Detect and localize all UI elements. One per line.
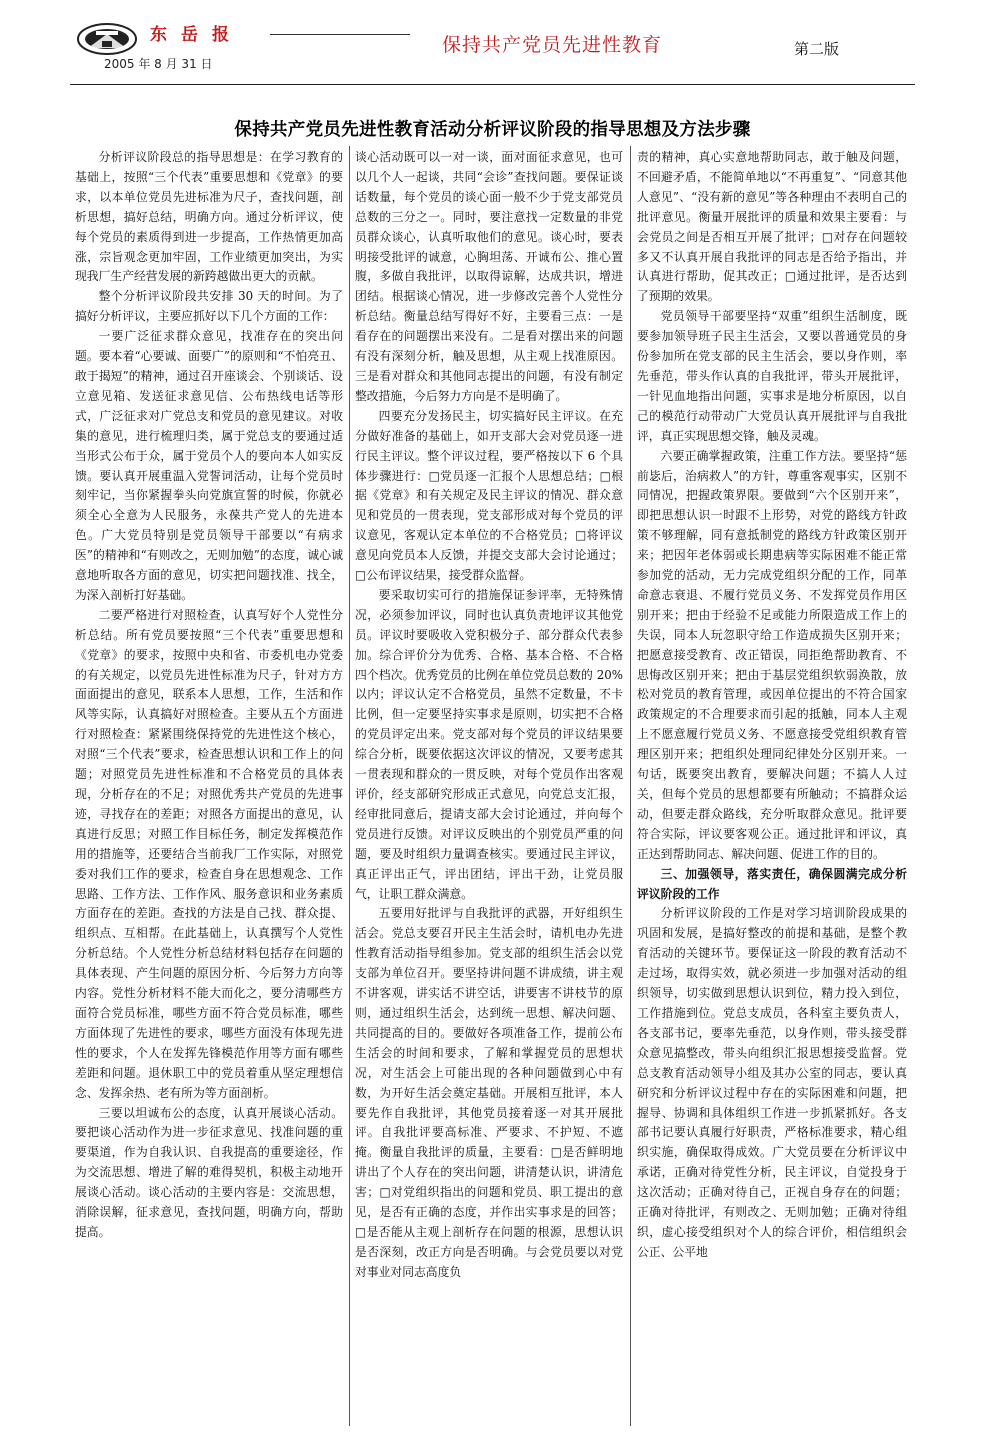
article-paragraph: 五要用好批评与自我批评的武器，开好组织生活会。党总支要召开民主生活会时，请机电办先进性教育活动指导组参加。党支部的组织生活会以党支部为单位召开。要坚持讲问题不讲成绩，讲主观不讲客观，讲实话不讲空话，讲要害不讲枝节的原则，通过组织生活会，达到统一思想、解决问题、共同提高的目的。要做好各项准备工作，提前公布生活会的时间和要求，了解和掌握党员的思想状况，对生活会上可能出现的各种问题做到心中有数，为开好生活会奠定基础。开展相互批评，本人要先作自我批评，其他党员接着逐一对其开展批评。自我批评要高标准、严要求、不护短、不遮掩。衡量自我批评的质量，主要看：□是否鲜明地讲出了个人存在的突出问题，讲清楚认识，讲清危害；□对党组织指出的问题和党员、职工提出的意见，是否有正确的态度，并作出实事求是的回答；□是否能从主观上剖析存在问题的根源，思想认识是否深刻，改正方向是否明确。与会党员要以对党对事业对同志高度负 xyxy=(355,906,623,1279)
section-heading: 三、加强领导，落实责任，确保圆满完成分析评议阶段的工作 xyxy=(637,866,907,901)
article-paragraph: 党员领导干部要坚持“双重”组织生活制度，既要参加领导班子民主生活会，又要以普通党员的身份参加所在党支部的民主生活会，要以身作则，率先垂范，带头作认真的自我批评，带头开展批评，一针见血地指出问题，实事求是地分析原因，以自己的模范行动带动广大党员认真开展批评与自我批评，真正实现思想交锋，触及灵魂。 xyxy=(637,309,907,443)
article-paragraph: 整个分析评议阶段共安排 30 天的时间。为了搞好分析评议，主要应抓好以下几个方面的工作： xyxy=(75,289,343,324)
masthead-divider xyxy=(70,84,915,85)
article-paragraph: 一要广泛征求群众意见，找准存在的突出问题。要本着“心要诚、面要广”的原则和“不怕亮丑、敢于揭短”的精神，通过召开座谈会、个别谈话、设立意见箱、发送征求意见信、公布热线电话等形式，广泛征求对广党总支和党员的意见建议。对收集的意见，进行梳理归类，属于党总支的要通过适当形式公布于众，属于党员个人的要向本人如实反馈。要认真开展重温入党誓词活动，让每个党员时刻牢记，当你紧握拳头向党旗宣誓的时候，你就必须全心全意为人民服务，永葆共产党人的先进本色。广大党员特别是党员领导干部要以“有病求医”的精神和“有则改之，无则加勉”的态度，诚心诚意地听取各方面的意见，切实把问题找准、找全，为深入剖析打好基础。 xyxy=(75,329,343,602)
column-divider xyxy=(349,146,350,1426)
article-paragraph: 责的精神，真心实意地帮助同志，敢于触及问题，不回避矛盾，不能简单地以“不再重复”、“同意其他人意见”、“没有新的意见”等各种理由不表明自己的批评意见。衡量开展批评的质量和效果主要看：与会党员之间是否相互开展了批评；□对存在问题较多又不认真开展自我批评的同志是否给予指出，并认真进行帮助，促其改正；□通过批评，是否达到了预期的效果。 xyxy=(637,150,907,304)
column-title: 保持共产党员先进性教育 xyxy=(442,34,663,56)
article-column-3 xyxy=(637,148,907,1423)
edition-label: 第二版 xyxy=(794,40,840,58)
article-paragraph: 三要以坦诚布公的态度，认真开展谈心活动。要把谈心活动作为进一步征求意见、找准问题的重要渠道，作为自我认识、自我提高的重要途径，作为交流思想、增进了解的难得契机，积极主动地开展谈心活动。谈心活动的主要内容是：交流思想，消除误解，征求意见，查找问题，明确方向，帮助提高。 xyxy=(75,1105,343,1239)
article-paragraph: 要采取切实可行的措施保证参评率，无特殊情况，必须参加评议，同时也认真负责地评议其他党员。评议时要吸收入党积极分子、部分群众代表参加。综合评价分为优秀、合格、基本合格、不合格四个档次。优秀党员的比例在单位党员总数的 20%以内；评议认定不合格党员，虽然不定数量，不卡比例，但一定要坚持实事求是原则，切实把不合格的党员评定出来。党支部对每个党员的评议结果要综合分析，既要依据这次评议的情况，又要考虑其一贯表现和群众的一贯反映，对每个党员作出客观评价，经支部研究形成正式意见，向党总支汇报，经审批同意后，提请支部大会讨论通过，并向每个党员进行反馈。对评议反映出的个别党员严重的问题，要及时组织力量调查核实。要通过民主评议，真正评出正气，评出团结，评出干劲，让党员服气，让职工群众满意。 xyxy=(355,587,623,901)
newspaper-logo-icon xyxy=(76,22,138,56)
article-paragraph: 分析评议阶段总的指导思想是：在学习教育的基础上，按照“三个代表”重要思想和《党章》的要求，以本单位党员先进标准为尺子，查找问题，剖析思想，搞好总结，明确方向。通过分析评议，使每个党员的素质得到进一步提高，工作热情更加高涨，宗旨观念更加牢固，工作业绩更加突出，为实现我厂生产经营发展的新跨越做出更大的贡献。 xyxy=(75,150,343,284)
masthead xyxy=(0,0,983,90)
issue-date: 2005 年 8 月 31 日 xyxy=(104,57,213,71)
masthead-divider-short xyxy=(270,34,410,35)
article-paragraph: 六要正确掌握政策，注重工作方法。要坚持“惩前毖后，治病救人”的方针，尊重客观事实，区别不同情况，把握政策界限。要做到“六个区别开来”，即把思想认识一时跟不上形势，对党的路线方针政策不够理解，同有意抵制党的路线方针政策区别开来；把因年老体弱或长期患病等实际困难不能正常参加党的活动，无力完成党组织分配的工作，同革命意志衰退、不履行党员义务、不发挥党员作用区别开来；把由于经验不足或能力所限造成工作上的失误，同本人玩忽职守给工作造成损失区别开来；把愿意接受教育、改正错误，同拒绝帮助教育、不思悔改区别开来；把由于基层党组织软弱涣散，放松对党员的教育管理，或因单位提出的不符合国家政策规定的不合理要求而引起的抵触，同本人主观上不愿意履行党员义务、不愿意接受党组织教育管理区别开来；把组织处理同纪律处分区别开来。一句话，既要突出教育，要解决问题；不搞人人过关，但每个党员的思想都要有所触动；不搞群众运动，但要走群众路线，充分听取群众意见。批评要符合实际，评议要客观公正。通过批评和评议，真正达到帮助同志、解决问题、促进工作的目的。 xyxy=(637,448,907,861)
article-column-2 xyxy=(355,148,623,1423)
article-paragraph: 二要严格进行对照检查，认真写好个人党性分析总结。所有党员要按照“三个代表”重要思想和《党章》的要求，按照中央和省、市委机电办党委的有关规定，以党员先进性标准为尺子，针对方方面面提出的意见，联系本人思想，工作，生活和作风等实际，认真搞好对照检查。主要从五个方面进行对照检查：紧紧围绕保持党的先进性这个核心，对照“三个代表”要求，检查思想认识和工作上的问题；对照党员先进性标准和不合格党员的具体表现，分析存在的不足；对照优秀共产党员的先进事迹，寻找存在的差距；对照各方面提出的意见，认真进行反思；对照工作目标任务，制定发挥模范作用的措施等，还要结合当前我厂工作实际，对照党委对我们工作的要求，检查自身在思想观念、工作思路、工作方法、工作作风、服务意识和业务素质方面存在的差距。查找的方法是自己找、群众提、组织点、互相帮。在此基础上，认真撰写个人党性分析总结。个人党性分析总结材料包括存在问题的具体表现、产生问题的原因分析、今后努力方向等内容。党性分析材料不能大而化之，要分清哪些方面符合党员标准，哪些方面不符合党员标准，哪些方面体现了先进性的要求，哪些方面没有体现先进性的要求，个人在发挥先锋模范作用等方面有哪些差距和问题。退休职工中的党员着重从坚定理想信念、发挥余热、老有所为等方面剖析。 xyxy=(75,607,343,1100)
column-divider xyxy=(630,146,631,1426)
article-title: 保持共产党员先进性教育活动分析评议阶段的指导思想及方法步骤 xyxy=(234,119,751,140)
article-paragraph: 分析评议阶段的工作是对学习培训阶段成果的巩固和发展，是搞好整改的前提和基础，是整个教育活动的关键环节。要保证这一阶段的教育活动不走过场，取得实效，就必须进一步加强对活动的组织领导，切实做到思想认识到位，精力投入到位，工作措施到位。党总支成员，各科室主要负责人，各支部书记，要率先垂范，以身作则，带头接受群众意见搞整改，带头向组织汇报思想接受监督。党总支教育活动领导小组及其办公室的同志，要认真研究和分析评议过程中存在的实际困难和问题，把握导、协调和具体组织工作进一步抓紧抓好。各支部书记要认真履行好职责，严格标准要求，精心组织实施，确保取得成效。广大党员要在分析评议中承诺，正确对待党性分析，民主评议，自觉投身于这次活动；正确对待自己，正视自身存在的问题；正确对待批评，有则改之、无则加勉；正确对待组织，虚心接受组织对个人的综合评价，相信组织会公正、公平地 xyxy=(637,906,907,1259)
article-paragraph: 四要充分发扬民主，切实搞好民主评议。在充分做好准备的基础上，如开支部大会对党员逐一进行民主评议。整个评议过程，要严格按以下 6 个具体步骤进行：□党员逐一汇报个人思想总结；□根据《党章》和有关规定及民主评议的情况、群众意见和党员的一贯表现，党支部形成对每个党员的评议意见，客观认定本单位的不合格党员；□将评议意见向党员本人反馈，并提交支部大会讨论通过；□公布评议结果，接受群众监督。 xyxy=(355,408,623,583)
paper-name: 东岳报 xyxy=(150,25,243,45)
article-column-1 xyxy=(75,148,343,1423)
article-paragraph: 谈心活动既可以一对一谈，面对面征求意见，也可以几个人一起谈，共同“会诊”查找问题。要保证谈话数量，每个党员的谈心面一般不少于党支部党员总数的三分之一。同时，要注意找一定数量的非党员群众谈心，认真听取他们的意见。谈心时，要表明接受批评的诚意，心胸坦荡、开诚布公、推心置腹，多做自我批评，以取得谅解，达成共识，增进团结。根据谈心情况，进一步修改完善个人党性分析总结。衡量总结写得好不好，主要看三点：一是看存在的问题摆出来没有。二是看对摆出来的问题有没有深刻分析，触及思想，从主观上找准原因。三是看对群众和其他同志提出的问题，有没有制定整改措施，今后努力方向是不是明确了。 xyxy=(355,150,623,403)
